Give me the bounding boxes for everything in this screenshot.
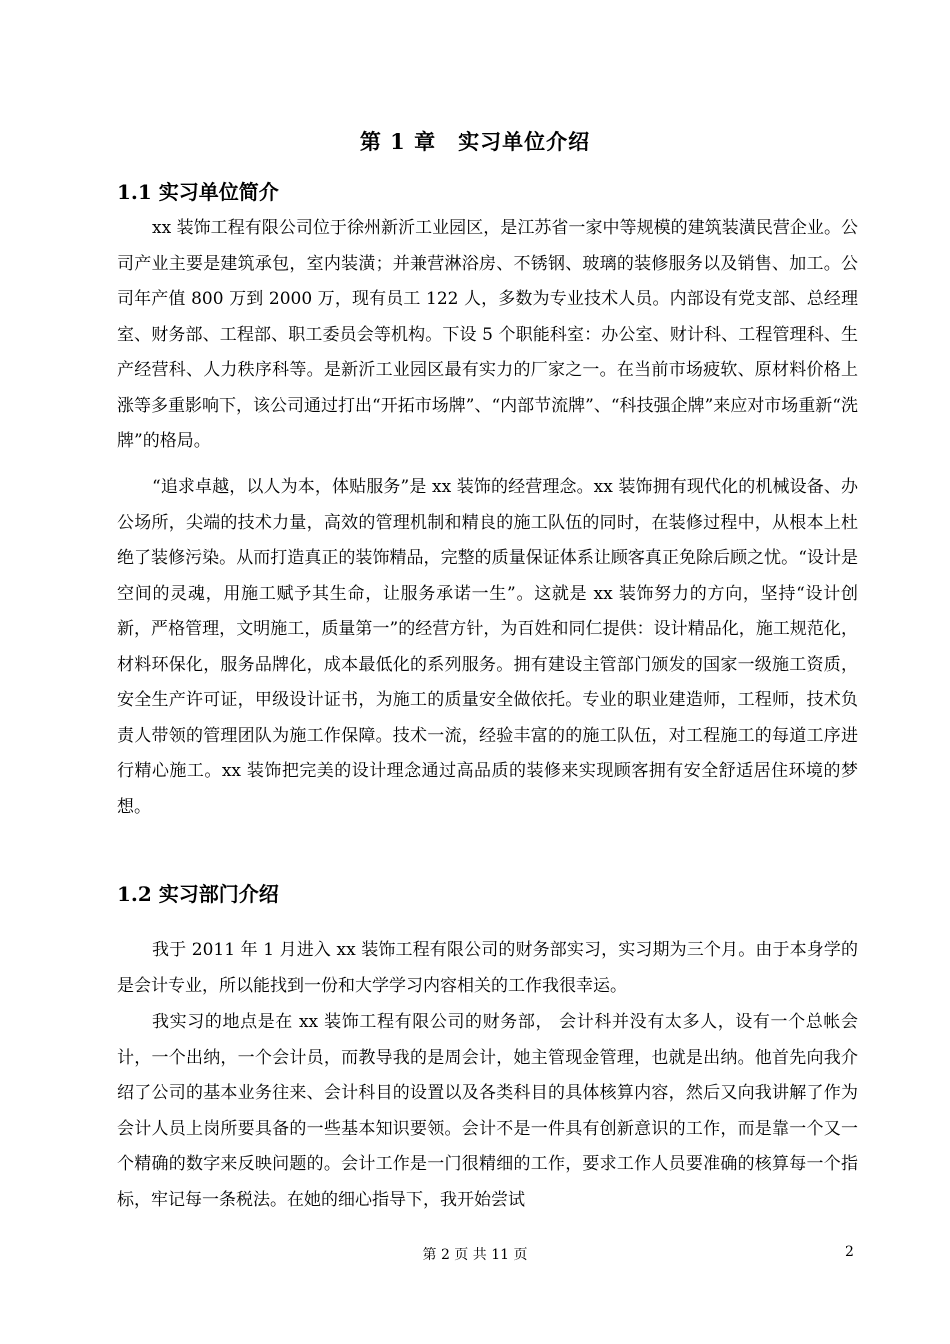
- paragraph-internship-start: 我于 2011 年 1 月进入 xx 装饰工程有限公司的财务部实习，实习期为三个月。由于本身学的是会计专业，所以能找到一份和大学学习内容相关的工作我很幸运。: [117, 940, 858, 996]
- paragraph-company-overview: xx 装饰工程有限公司位于徐州新沂工业园区，是江苏省一家中等规模的建筑装潢民营企业。公司产业主要是建筑承包，室内装潢；并兼营淋浴房、不锈钢、玻璃的装修服务以及销售、加工。公司年产值 800 万到 2000 万，现有员工 122 人，多数为专业技术人员。内部设有党支部、总经理室、财务部、工程部、职工委员会等机构。下设 5 个职能科室：办公室、财计科、工程管理科、生产经营科、人力秩序科等。是新沂工业园区最有实力的厂家之一。在当前市场疲软、原材料价格上涨等多重影响下，该公司通过打出“开拓市场牌”、“内部节流牌”、“科技强企牌”来应对市场重新“洗牌”的格局。: [117, 218, 858, 451]
- footer-page-label: 第 2 页 共 11 页: [422, 1247, 528, 1263]
- section-heading-1-1: 1.1 实习单位简介: [117, 180, 279, 204]
- footer-page-number: 2: [845, 1244, 854, 1260]
- paragraph-business-philosophy: “追求卓越，以人为本，体贴服务”是 xx 装饰的经营理念。xx 装饰拥有现代化的机械设备、办公场所，尖端的技术力量，高效的管理机制和精良的施工队伍的同时，在装修过程中，从根本上杜绝了装修污染。从而打造真正的装饰精品，完整的质量保证体系让顾客真正免除后顾之忧。“设计是空间的灵魂，用施工赋予其生命，让服务承诺一生”。这就是 xx 装饰努力的方向，坚持“设计创新，严格管理，文明施工，质量第一”的经营方针，为百姓和同仁提供：设计精品化，施工规范化，材料环保化，服务品牌化，成本最低化的系列服务。拥有建设主管部门颁发的国家一级施工资质，安全生产许可证，甲级设计证书，为施工的质量安全做依托。专业的职业建造师，工程师，技术负责人带领的管理团队为施工作保障。技术一流，经验丰富的的施工队伍，对工程施工的每道工序进行精心施工。xx 装饰把完美的设计理念通过高品质的装修来实现顾客拥有安全舒适居住环境的梦想。: [117, 477, 858, 817]
- section-heading-1-2: 1.2 实习部门介绍: [117, 882, 279, 906]
- chapter-title: 第 1 章 实习单位介绍: [359, 129, 591, 154]
- paragraph-internship-department: 我实习的地点是在 xx 装饰工程有限公司的财务部， 会计科并没有太多人，设有一个总帐会计，一个出纳，一个会计员，而教导我的是周会计，她主管现金管理，也就是出纳。他首先向我介绍了公司的基本业务往来、会计科目的设置以及各类科目的具体核算内容，然后又向我讲解了作为会计人员上岗所要具备的一些基本知识要领。会计不是一件具有创新意识的工作，而是靠一个又一个精确的数字来反映问题的。会计工作是一门很精细的工作，要求工作人员要准确的核算每一个指标，牢记每一条税法。在她的细心指导下，我开始尝试: [117, 1012, 858, 1210]
